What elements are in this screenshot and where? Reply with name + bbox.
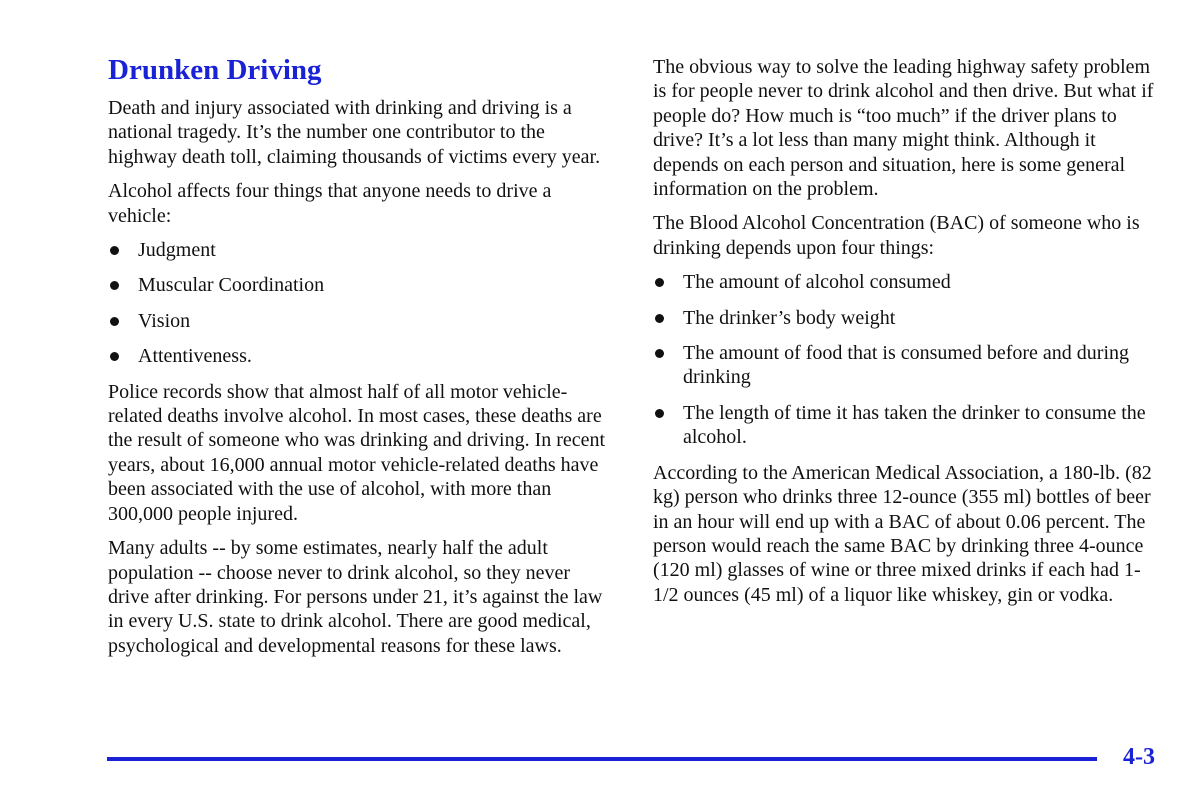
paragraph-many-adults: Many adults -- by some estimates, nearly half the adult population -- choose never to drink alcohol, so they never drive after drinking. For persons under 21, it’s against the law in every U.S. state to drink alcohol. There are good medical, psychological and developmental reasons for these laws. bbox=[108, 537, 603, 657]
bullet-icon bbox=[110, 246, 119, 255]
paragraph-alcohol-affects: Alcohol affects four things that anyone needs to drive a vehicle: bbox=[108, 180, 552, 227]
list-item-text: The drinker’s body weight bbox=[683, 306, 896, 329]
section-title: Drunken Driving bbox=[108, 54, 322, 86]
list-item-text: Vision bbox=[138, 309, 191, 332]
right-column bbox=[653, 55, 1158, 617]
bullet-icon bbox=[110, 281, 119, 290]
bullet-icon bbox=[655, 409, 664, 418]
list-item bbox=[653, 341, 1158, 390]
list-item-text: The amount of food that is consumed before and during drinking bbox=[683, 342, 1129, 389]
list-item bbox=[653, 306, 1158, 330]
list-item-text: The amount of alcohol consumed bbox=[683, 271, 951, 294]
bullet-icon bbox=[110, 352, 119, 361]
paragraph-bac-intro: The Blood Alcohol Concentration (BAC) of someone who is drinking depends upon four things: bbox=[653, 212, 1140, 259]
left-column bbox=[108, 52, 613, 668]
bullet-icon bbox=[110, 317, 119, 326]
list-item-text: The length of time it has taken the drinker to consume the alcohol. bbox=[683, 401, 1146, 449]
paragraph-intro: Death and injury associated with drinking and driving is a national tragedy. It’s the number one contributor to the highway death toll, claiming thousands of victims every year. bbox=[108, 97, 601, 168]
list-item bbox=[653, 270, 1158, 294]
paragraph-ama: According to the American Medical Association, a 180-lb. (82 kg) person who drinks three 12-ounce (355 ml) bottles of beer in an hour will end up with a BAC of about 0.06 percent. The person would reach the same BAC by drinking three 4-ounce (120 ml) glasses of wine or three mixed drinks if each had 1-1/2 ounces (45 ml) of a liquor like whiskey, gin or vodka. bbox=[653, 461, 1152, 606]
bac-factors-list bbox=[653, 270, 1158, 449]
bullet-icon bbox=[655, 278, 664, 287]
list-item-text: Judgment bbox=[138, 239, 216, 262]
paragraph-police-records: Police records show that almost half of all motor vehicle-related deaths involve alcohol. In most cases, these deaths are the result of someone who was drinking and driving. In recent years, about 16,000 annual motor vehicle-related deaths have been associated with the use of alcohol, with more than 300,000 people injured. bbox=[108, 380, 606, 525]
paragraph-obvious-way: The obvious way to solve the leading highway safety problem is for people never to drink alcohol and then drive. But what if people do? How much is “too much” if the driver plans to drive? It’s a lot less than many might think. Although it depends on each person and situation, here is some general information on the problem. bbox=[653, 56, 1154, 201]
affected-abilities-list bbox=[108, 238, 613, 369]
list-item bbox=[108, 344, 613, 368]
list-item bbox=[108, 273, 613, 297]
list-item bbox=[108, 238, 613, 262]
list-item-text: Attentiveness. bbox=[138, 345, 252, 368]
footer-rule bbox=[107, 757, 1097, 761]
page-number: 4-3 bbox=[1123, 744, 1155, 770]
list-item bbox=[108, 309, 613, 333]
bullet-icon bbox=[655, 314, 664, 323]
bullet-icon bbox=[655, 349, 664, 358]
list-item-text: Muscular Coordination bbox=[138, 274, 325, 297]
list-item bbox=[653, 401, 1158, 450]
